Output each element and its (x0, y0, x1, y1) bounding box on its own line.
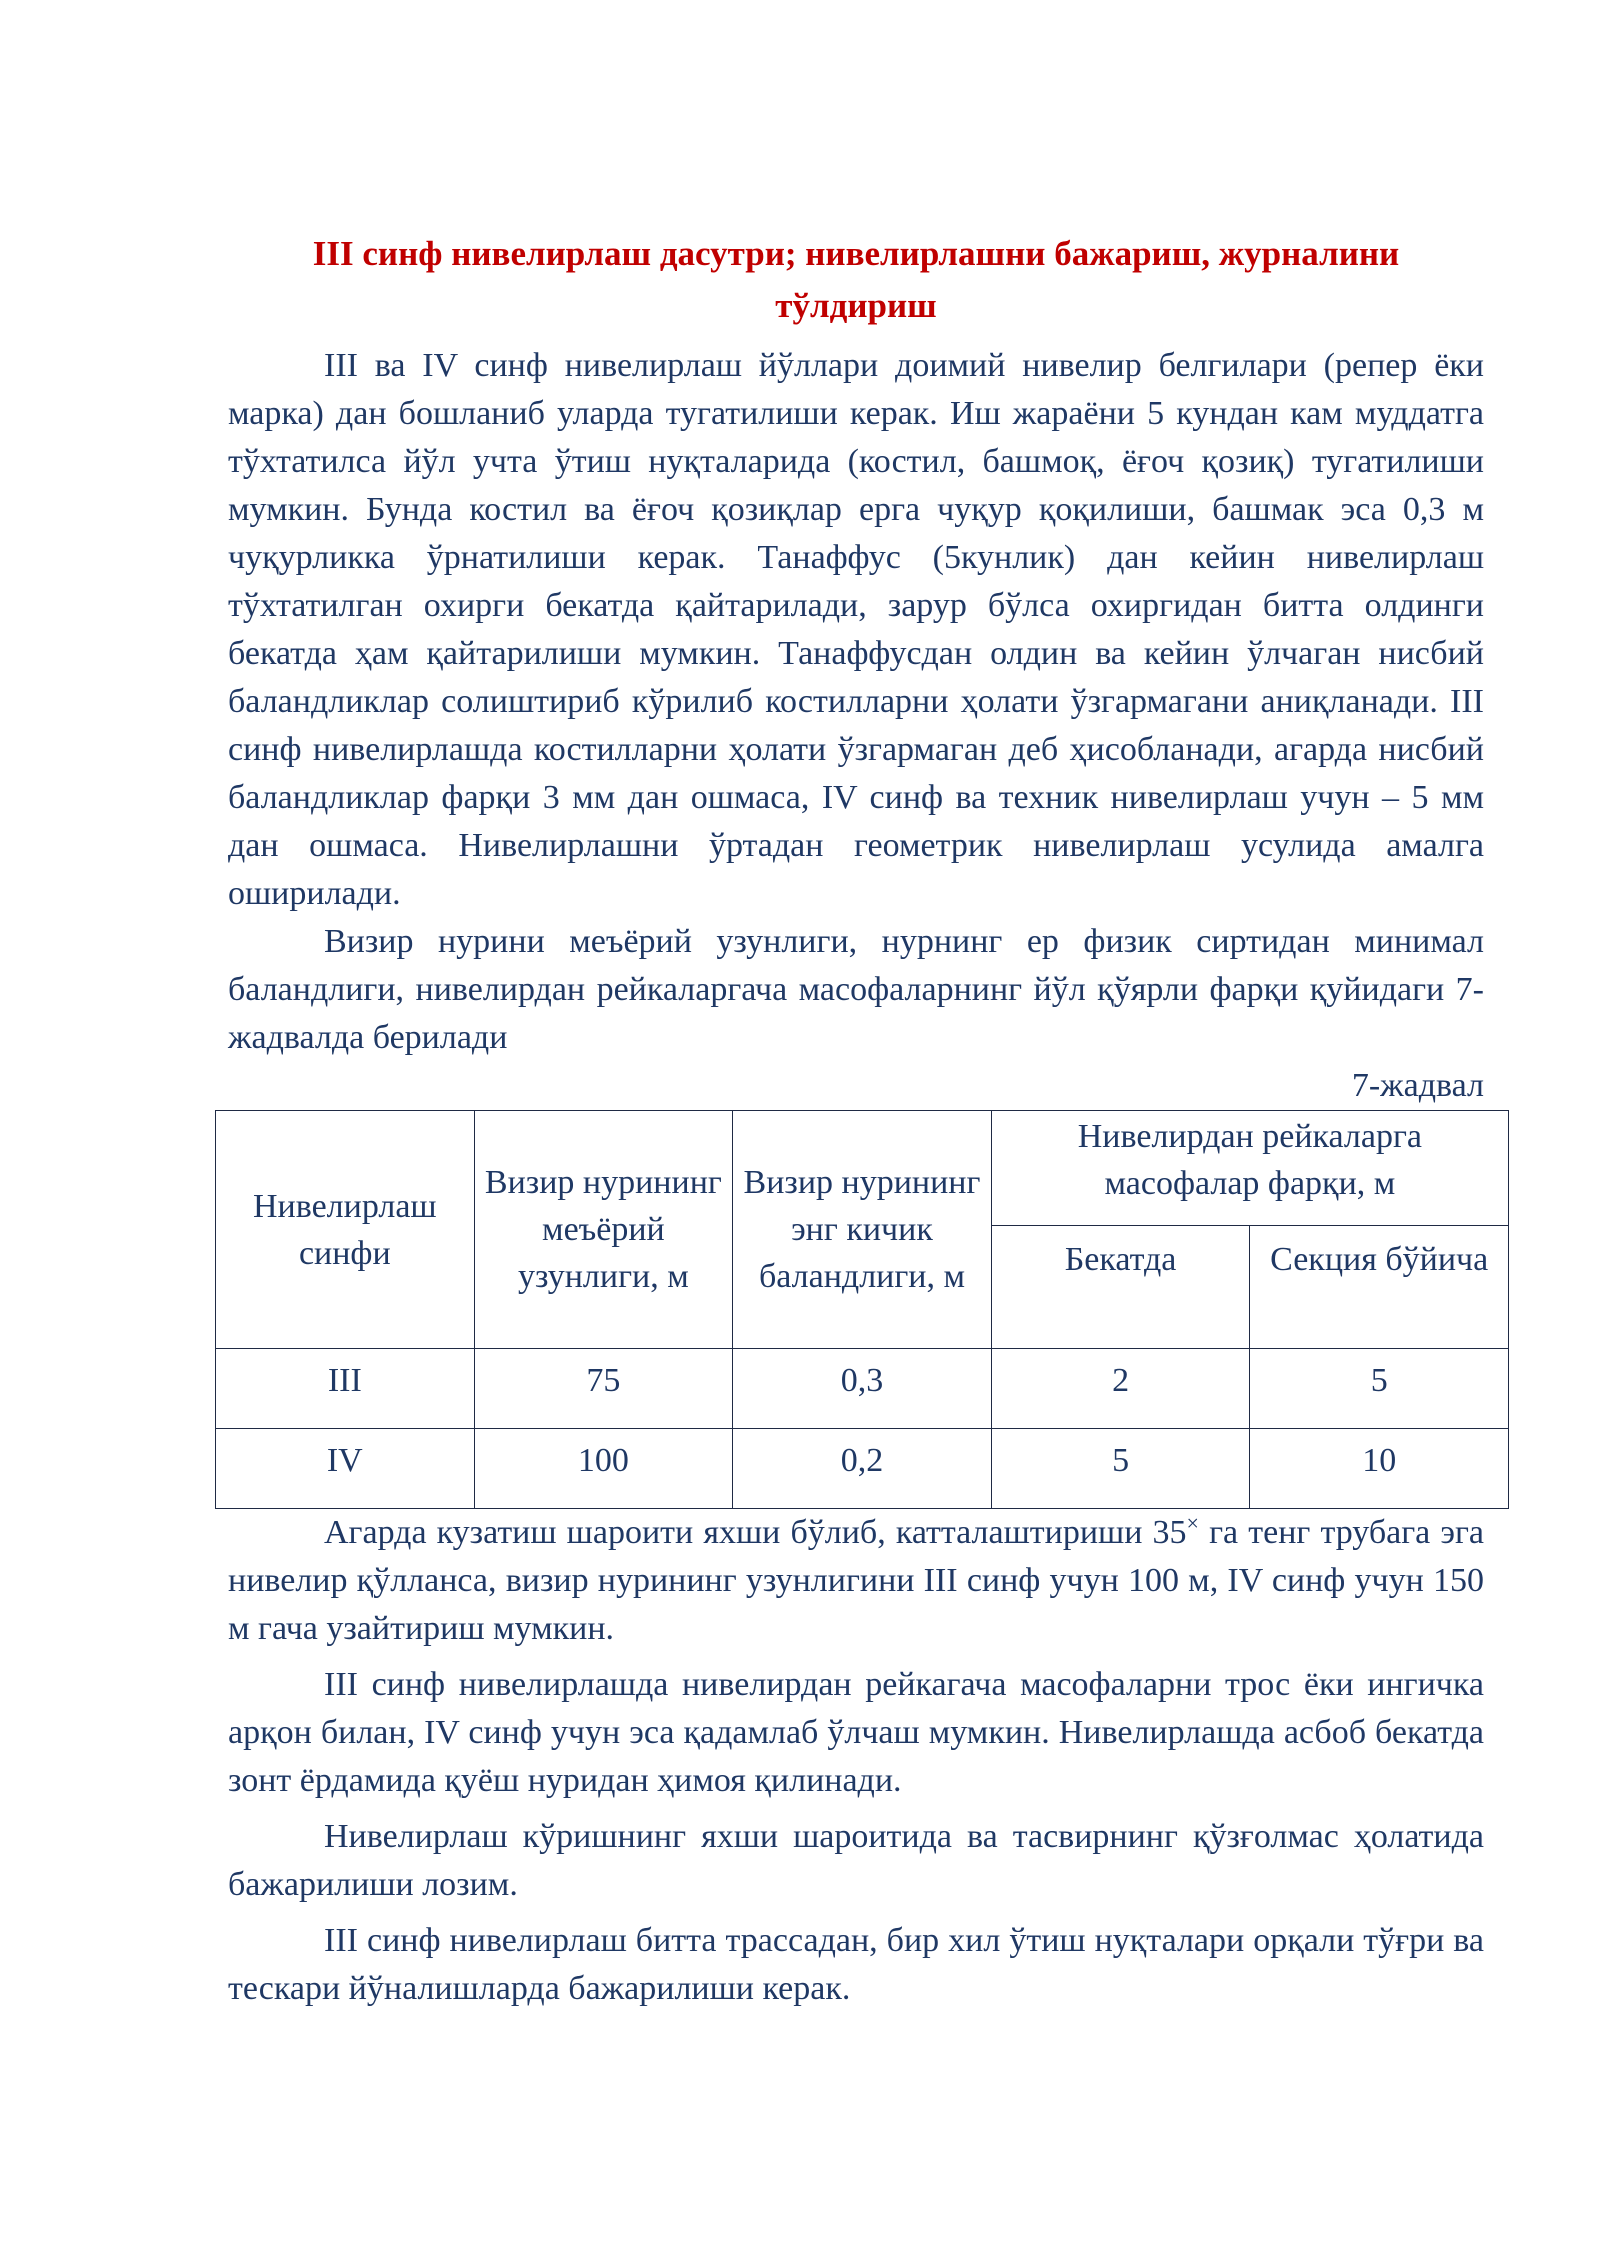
leveling-table (215, 1110, 1509, 1509)
header-class: Нивелирлаш синфи (216, 1111, 475, 1349)
header-diff-group: Нивелирдан рейкаларга масофалар фарқи, м (991, 1111, 1508, 1226)
document-page (228, 228, 1489, 2013)
table-row (216, 1429, 1509, 1509)
table-caption: 7-жадвал (1351, 1067, 1484, 1104)
header-height: Визир нурининг энг кичик баландлиги, м (733, 1111, 992, 1349)
table-header-row (216, 1111, 1509, 1226)
paragraph-6: III синф нивелирлаш битта трассадан, бир хил ўтиш нуқталари орқали тўғри ва тескари йўналишларда бажарилиши керак. (228, 1922, 1484, 2007)
cell-station: 2 (991, 1349, 1250, 1429)
cell-length: 75 (474, 1349, 733, 1429)
paragraph-1: III ва IV синф нивелирлаш йўллари доимий нивелир белгилари (репер ёки марка) дан бошланиб уларда тугатилиши керак. Иш жараёни 5 кундан кам муддатга тўхтатилса йўл учта ўтиш нуқталарида (костил, башмоқ, ёғоч қозиқ) тугатилиши мумкин. Бунда костил ва ёғоч қозиқлар ерга чуқур қоқилиши, башмак эса 0,3 м чуқурликка ўрнатилиши керак. Танаффус (5кунлик) дан кейин нивелирлаш тўхтатилган охирги бекатда қайтарилади, зарур бўлса охиргидан битта олдинги бекатда ҳам қайтарилиши мумкин. Танаффусдан олдин ва кейин ўлчаган нисбий баландликлар солиштириб кўрилиб костилларни ҳолати ўзгармагани аниқланади. III синф нивелирлашда костилларни ҳолати ўзгармаган деб ҳисобланади, агарда нисбий баландликлар фарқи 3 мм дан ошмаса, IV синф ва техник нивелирлаш учун – 5 мм дан ошмаса. Нивелирлашни ўртадан геометрик нивелирлаш усулида амалга оширилади. (228, 347, 1484, 912)
magnification-superscript: × (1186, 1510, 1199, 1536)
paragraph-2: Визир нурини меъёрий узунлиги, нурнинг ер физик сиртидан минимал баландлиги, нивелирдан рейкаларгача масофаларнинг йўл қўярли фарқи қуйидаги 7- жадвалда берилади (228, 923, 1484, 1056)
cell-class: III (216, 1349, 475, 1429)
paragraph-5: Нивелирлаш кўришнинг яхши шароитида ва тасвирнинг қўзғолмас ҳолатида бажарилиши лозим. (228, 1818, 1484, 1903)
paragraph-3-end: га тенг трубага эга нивелир қўлланса, визир нурининг узунлигини III синф учун 100 м, IV синф учун 150 м гача узайтириш мумкин. (228, 1514, 1484, 1647)
header-diff-section: Секция бўйича (1250, 1226, 1509, 1349)
document-title: III синф нивелирлаш дасутри; нивелирлашни бажариш, журналини тўлдириш (312, 234, 1400, 325)
cell-height: 0,3 (733, 1349, 992, 1429)
cell-station: 5 (991, 1429, 1250, 1509)
paragraph-3 (228, 1509, 1484, 1653)
header-length: Визир нурининг меъёрий узунлиги, м (474, 1111, 733, 1349)
cell-height: 0,2 (733, 1429, 992, 1509)
paragraph-4: III синф нивелирлашда нивелирдан рейкагача масофаларни трос ёки ингичка арқон билан, IV синф учун эса қадамлаб ўлчаш мумкин. Нивелирлашда асбоб бекатда зонт ёрдамида қуёш нуридан ҳимоя қилинади. (228, 1666, 1484, 1799)
cell-class: IV (216, 1429, 475, 1509)
table-row (216, 1349, 1509, 1429)
header-diff-station: Бекатда (991, 1226, 1250, 1349)
cell-length: 100 (474, 1429, 733, 1509)
cell-section: 10 (1250, 1429, 1509, 1509)
paragraph-3-start: Агарда кузатиш шароити яхши бўлиб, катталаштириши 35 (324, 1514, 1187, 1551)
cell-section: 5 (1250, 1349, 1509, 1429)
